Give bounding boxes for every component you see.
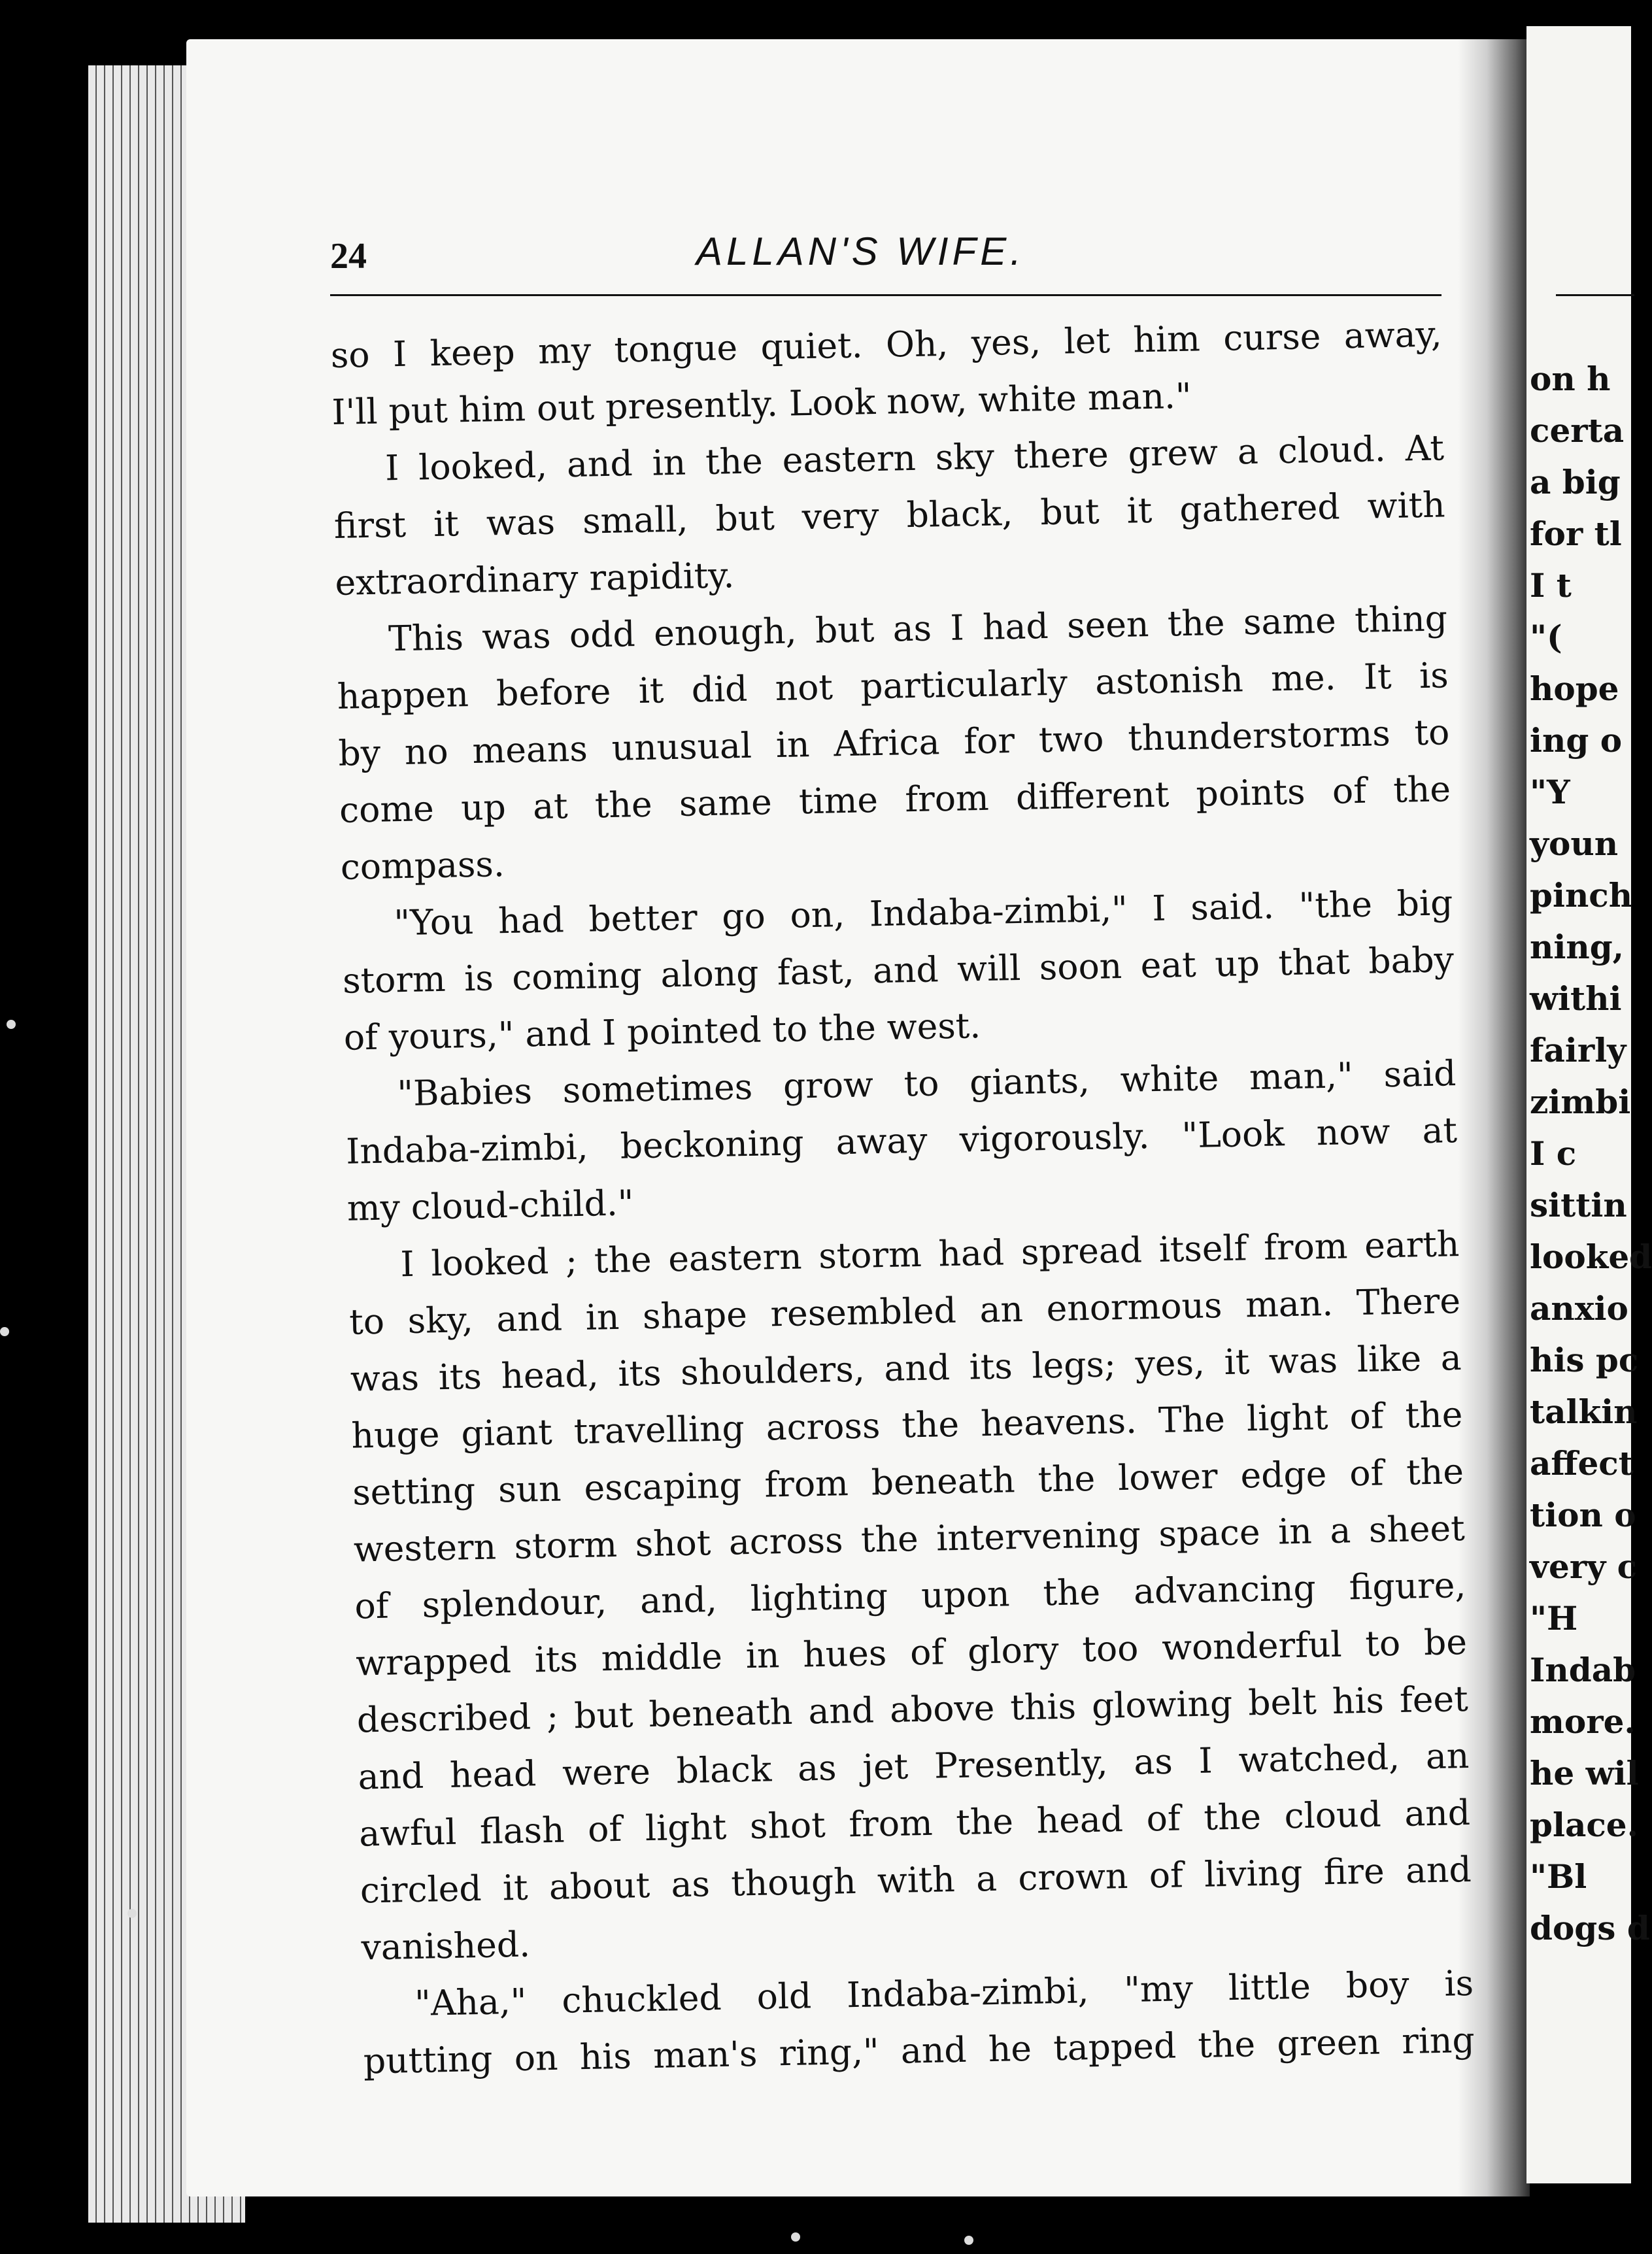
- text-line: I looked ; the eastern storm had spread itself from earth: [399, 1223, 1460, 1285]
- next-page-line: sittin: [1530, 1186, 1627, 1224]
- next-page-line: fairly: [1530, 1031, 1627, 1069]
- next-page-line: zimbi: [1530, 1083, 1631, 1121]
- next-page-line: looked: [1530, 1237, 1652, 1276]
- next-page-line: youn: [1530, 824, 1619, 863]
- scan-speck: [964, 2236, 973, 2245]
- next-page-line: withi: [1530, 979, 1622, 1018]
- text-line: setting sun escaping from beneath the lower edge of the: [352, 1451, 1464, 1513]
- text-line: huge giant travelling across the heavens. The light of the: [350, 1394, 1463, 1456]
- next-page-line: place.: [1530, 1806, 1639, 1844]
- next-page-line: "Y: [1530, 773, 1570, 811]
- text-line: I looked, and in the eastern sky there grew a cloud. At: [384, 427, 1445, 489]
- next-page-line: hope: [1530, 669, 1619, 708]
- next-page-line: pinch: [1530, 876, 1633, 915]
- next-page-line: I t: [1530, 566, 1572, 605]
- text-line: I'll put him out presently. Look now, white man.": [331, 375, 1192, 433]
- text-line: putting on his man's ring," and he tapped the green ring: [363, 2019, 1475, 2082]
- text-line: of splendour, and, lighting upon the advancing figure,: [354, 1564, 1466, 1627]
- next-page-line: "H: [1530, 1599, 1578, 1638]
- next-page-line: ing o: [1530, 721, 1623, 760]
- scan-speck: [127, 1909, 137, 1918]
- next-page-line: on h: [1530, 360, 1611, 398]
- text-line: described ; but beneath and above this glowing belt his feet: [356, 1677, 1469, 1741]
- next-page-line: more.: [1530, 1702, 1636, 1741]
- text-line: "You had better go on, Indaba-zimbi," I said. "the big: [393, 882, 1453, 944]
- next-page-line: certa: [1530, 411, 1625, 450]
- next-page-line: he wil: [1530, 1754, 1639, 1792]
- scan-speck: [0, 1327, 9, 1336]
- text-line: This was odd enough, but as I had seen the same thing: [388, 597, 1448, 660]
- next-page-text: [1530, 353, 1652, 1954]
- scan-speck: [791, 2232, 800, 2242]
- text-line: "Babies sometimes grow to giants, white man," said: [396, 1052, 1457, 1115]
- next-page-line: affect: [1530, 1444, 1634, 1483]
- text-line: of yours," and I pointed to the west.: [343, 1005, 981, 1058]
- text-line: my cloud-child.": [346, 1182, 634, 1229]
- text-line: to sky, and in shape resembled an enormous man. There: [348, 1280, 1461, 1343]
- next-page-line: a big: [1530, 463, 1621, 501]
- text-line: come up at the same time from different points of the: [339, 768, 1451, 831]
- next-page-header-rule: [1556, 294, 1634, 296]
- text-line: by no means unusual in Africa for two thunderstorms to: [337, 711, 1450, 774]
- page-header: [330, 222, 1438, 294]
- next-page-line: dogs d: [1530, 1909, 1650, 1947]
- text-line: compass.: [340, 843, 505, 888]
- text-line: Indaba-zimbi, beckoning away vigorously. "Look now at: [345, 1109, 1458, 1172]
- text-line: so I keep my tongue quiet. Oh, yes, let him curse away,: [330, 313, 1443, 376]
- next-page-line: "(: [1530, 618, 1562, 656]
- next-page-line: his pc: [1530, 1341, 1639, 1379]
- text-line: extraordinary rapidity.: [334, 554, 735, 603]
- text-line: wrapped its middle in hues of glory too wonderful to be: [355, 1621, 1468, 1684]
- text-line: awful flash of light shot from the head of the cloud and: [358, 1791, 1471, 1855]
- next-page-line: talkin: [1530, 1392, 1638, 1431]
- next-page-line: "Bl: [1530, 1857, 1587, 1896]
- body-text: [330, 305, 1494, 2090]
- scan-speck: [7, 1020, 16, 1029]
- text-line: and head were black as jet Presently, as I watched, an: [357, 1734, 1470, 1798]
- text-line: first it was small, but very black, but it gathered with: [333, 484, 1446, 547]
- next-page-fragment: [1526, 26, 1652, 2183]
- text-line: storm is coming along fast, and will soon eat up that baby: [342, 939, 1455, 1001]
- next-page-line: I c: [1530, 1134, 1577, 1173]
- next-page-line: very c: [1530, 1547, 1638, 1586]
- text-line: happen before it did not particularly astonish me. It is: [337, 654, 1449, 717]
- header-rule: [330, 294, 1441, 296]
- page-number: 24: [330, 236, 367, 277]
- next-page-line: Indab: [1530, 1651, 1636, 1689]
- next-page-line: anxio: [1530, 1289, 1628, 1328]
- text-line: was its head, its shoulders, and its legs; yes, it was like a: [350, 1337, 1462, 1400]
- text-line: "Aha," chuckled old Indaba-zimbi, "my little boy is: [414, 1962, 1474, 2024]
- next-page-line: ning,: [1530, 928, 1625, 966]
- text-line: vanished.: [360, 1923, 531, 1968]
- next-page-line: for tl: [1530, 514, 1622, 553]
- running-title: ALLAN'S WIFE.: [696, 229, 1025, 273]
- text-line: circled it about as though with a crown of living fire and: [360, 1848, 1472, 1911]
- text-line: western storm shot across the intervening space in a sheet: [353, 1507, 1466, 1570]
- next-page-line: tion o: [1530, 1496, 1636, 1534]
